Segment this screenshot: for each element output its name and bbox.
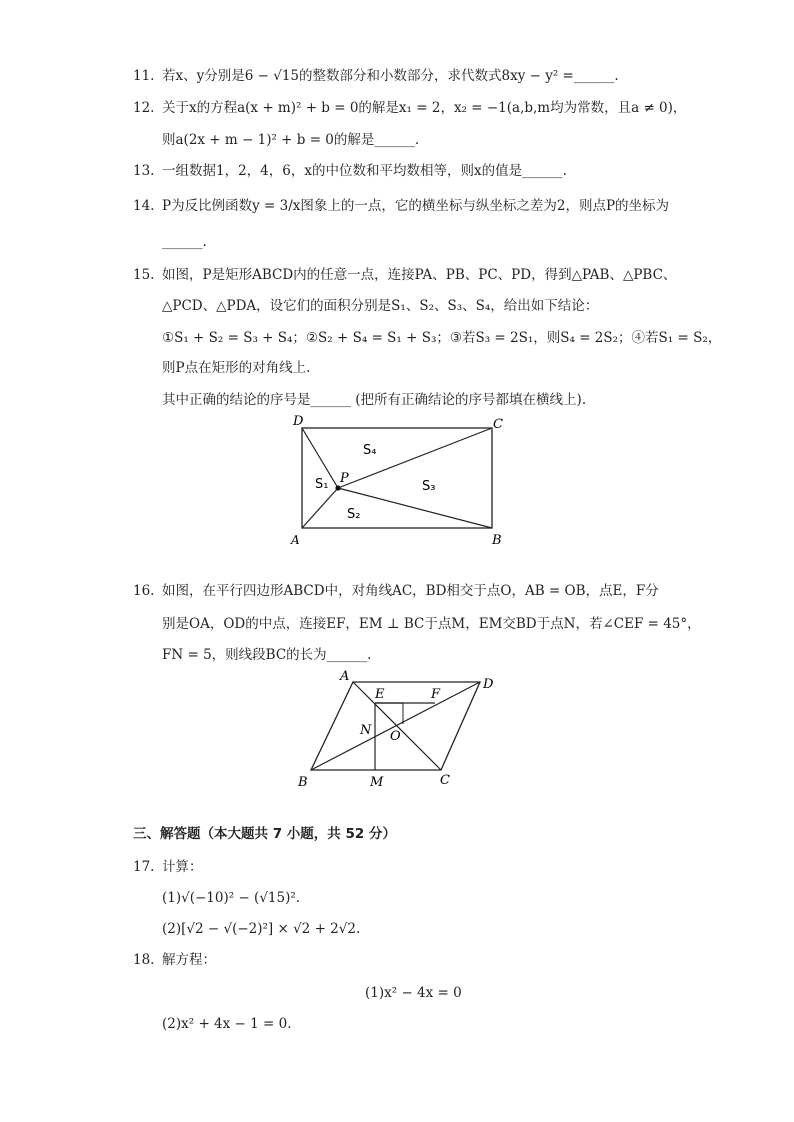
label-B: B	[492, 533, 502, 548]
problem-text: 则a(2x + m − 1)² + b = 0的解是______.	[162, 132, 420, 148]
label-A: A	[340, 669, 350, 684]
problem-number: 16.	[133, 583, 155, 599]
problem-number: 13.	[133, 163, 155, 179]
label-C: C	[440, 773, 450, 788]
problem-text: P为反比例函数y = 3/x图象上的一点，它的横坐标与纵坐标之差为2，则点P的坐标为	[162, 198, 670, 214]
problem-text: 一组数据1，2，4，6，x的中位数和平均数相等，则x的值是______.	[162, 163, 567, 179]
problem-text: 其中正确的结论的序号是______ (把所有正确结论的序号都填在横线上).	[162, 392, 587, 408]
label-D: D	[483, 677, 494, 692]
problem-text: 关于x的方程a(x + m)² + b = 0的解是x₁ = 2，x₂ = −1(a,b,m均为常数，且a ≠ 0)，	[162, 100, 687, 116]
label-S3: S₃	[422, 479, 436, 494]
problem-text: 如图，P是矩形ABCD内的任意一点，连接PA、PB、PC、PD，得到△PAB、△PBC、	[162, 267, 677, 283]
problem-text: 若x、y分别是6 − √15的整数部分和小数部分，求代数式8xy − y² =______.	[162, 68, 619, 84]
problem-number: 14.	[133, 198, 155, 214]
label-C: C	[493, 417, 503, 432]
problem-text: 则P点在矩形的对角线上.	[162, 360, 311, 376]
problem-text: 计算：	[162, 859, 203, 875]
label-S2: S₂	[347, 507, 361, 522]
problem-18-item-1: (1)x² − 4x = 0	[365, 985, 462, 1001]
section-header: 三、解答题（本大题共 7 小题，共 52 分）	[133, 826, 396, 842]
label-O: O	[390, 729, 401, 744]
problem-text: 别是OA，OD的中点，连接EF，EM ⊥ BC于点M，EM交BD于点N，若∠CEF = 45°，	[162, 616, 701, 632]
figure-parallelogram-abcd	[290, 668, 515, 793]
problem-text: ______.	[162, 234, 207, 250]
label-S1: S₁	[315, 477, 329, 492]
problem-text: 如图，在平行四边形ABCD中，对角线AC，BD相交于点O，AB = OB，点E，F分	[162, 583, 659, 599]
label-S4: S₄	[363, 443, 377, 458]
problem-item: (1)√(−10)² − (√15)².	[162, 890, 301, 906]
problem-item: (2)x² + 4x − 1 = 0.	[162, 1016, 292, 1032]
problem-text: FN = 5，则线段BC的长为______.	[162, 647, 372, 663]
label-F: F	[431, 687, 441, 702]
label-P: P	[340, 471, 349, 486]
problem-text: ①S₁ + S₂ = S₃ + S₄；②S₂ + S₄ = S₁ + S₃；③若S₃ = 2S₁，则S₄ = 2S₂；④若S₁ = S₂，	[162, 330, 722, 346]
problem-text: △PCD、△PDA，设它们的面积分别是S₁、S₂、S₃、S₄，给出如下结论：	[162, 298, 599, 314]
problem-number: 15.	[133, 267, 155, 283]
problem-number: 17.	[133, 859, 155, 875]
label-N: N	[360, 723, 372, 738]
problem-text: 解方程：	[162, 952, 216, 968]
label-E: E	[375, 687, 385, 702]
problem-number: 18.	[133, 952, 155, 968]
problem-number: 11.	[133, 68, 155, 84]
problem-number: 12.	[133, 100, 155, 116]
figure-rectangle-abcd	[285, 410, 515, 550]
label-D: D	[293, 414, 304, 429]
label-A: A	[291, 533, 300, 547]
label-B: B	[298, 775, 308, 790]
label-M: M	[370, 775, 384, 790]
problem-item: (2)[√2 − √(−2)²] × √2 + 2√2.	[162, 921, 361, 937]
